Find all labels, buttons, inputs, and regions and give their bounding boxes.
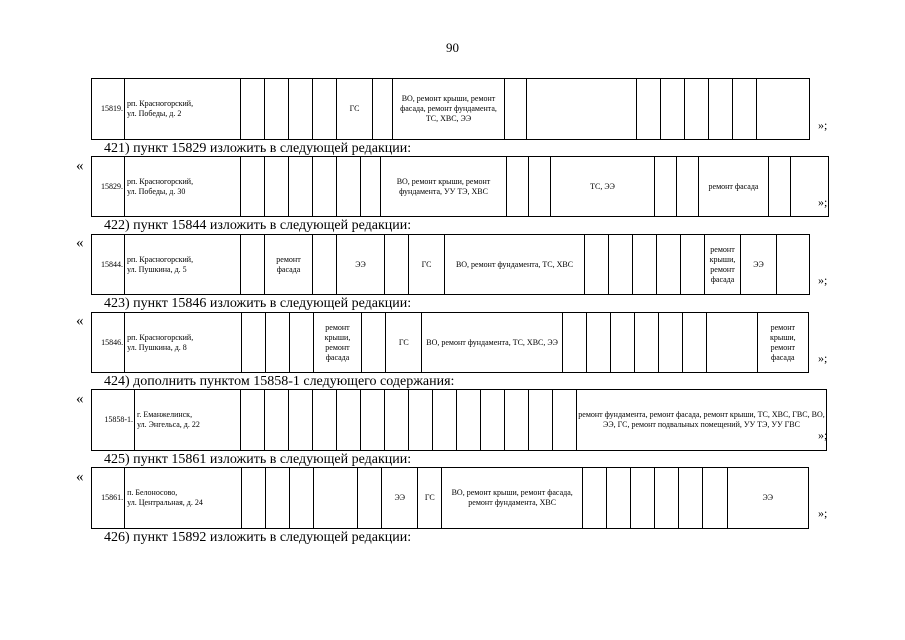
closing-quote: »; [818, 428, 828, 442]
address-cell: рп. Красногорский, ул. Пушкина, д. 8 [125, 313, 241, 373]
paragraph-426: 426) пункт 15892 изложить в следующей редакции: [104, 530, 412, 545]
ee-cell-2: ЭЭ [727, 468, 808, 529]
closing-quote: »; [818, 273, 828, 287]
table-row-15819 [91, 78, 810, 140]
facade-cell: ремонт фасада [265, 235, 313, 295]
table-row-15858-1 [91, 389, 827, 451]
table-row-15861 [91, 467, 809, 529]
paragraph-424: 424) дополнить пунктом 15858-1 следующего содержания: [104, 374, 455, 389]
opening-quote: « [76, 313, 84, 329]
opening-quote: « [76, 158, 84, 174]
row-number: 15829. [92, 157, 125, 217]
roof-facade-cell-2: ремонт крыши, ремонт фасада [757, 313, 808, 373]
gs-cell: ГС [386, 313, 422, 373]
paragraph-425: 425) пункт 15861 изложить в следующей редакции: [104, 452, 412, 467]
works-cell: ВО, ремонт фундамента, ТС, ХВС [445, 235, 585, 295]
row-number: 15858-1. [92, 390, 135, 451]
gs-cell: ГС [337, 79, 373, 140]
gs-cell: ГС [409, 235, 445, 295]
address-cell: рп. Красногорский, ул. Победы, д. 2 [125, 79, 241, 140]
table-row-15846 [91, 312, 809, 373]
roof-facade-cell: ремонт крыши, ремонт фасада [313, 313, 361, 373]
works-cell: ВО, ремонт крыши, ремонт фасада, ремонт фундамента, ТС, ХВС, ЭЭ [393, 79, 505, 140]
row-number: 15846. [92, 313, 125, 373]
works-cell: ремонт фундамента, ремонт фасада, ремонт крыши, ТС, ХВС, ГВС, ВО, ЭЭ, ГС, ремонт подвальных помещений, УУ ТЭ, УУ ГВС [577, 390, 827, 451]
facade-cell: ремонт фасада [699, 157, 769, 217]
table-row-15829 [91, 156, 829, 217]
closing-quote: »; [818, 195, 828, 209]
paragraph-423: 423) пункт 15846 изложить в следующей редакции: [104, 296, 412, 311]
ee-cell-2: ЭЭ [741, 235, 777, 295]
address-cell: рп. Красногорский, ул. Пушкина, д. 5 [125, 235, 241, 295]
address-cell: г. Еманжелинск, ул. Энгельса, д. 22 [135, 390, 241, 451]
row-number: 15819. [92, 79, 125, 140]
page-number: 90 [446, 40, 459, 55]
row-number: 15844. [92, 235, 125, 295]
works-cell: ВО, ремонт крыши, ремонт фундамента, УУ ТЭ, ХВС [381, 157, 507, 217]
closing-quote: »; [818, 118, 828, 132]
table-row-15844 [91, 234, 810, 295]
address-cell: п. Белоносово, ул. Центральная, д. 24 [125, 468, 241, 529]
paragraph-422: 422) пункт 15844 изложить в следующей редакции: [104, 218, 412, 233]
address-cell: рп. Красногорский, ул. Победы, д. 30 [125, 157, 241, 217]
paragraph-421: 421) пункт 15829 изложить в следующей редакции: [104, 141, 412, 156]
closing-quote: »; [818, 351, 828, 365]
gs-cell: ГС [418, 468, 442, 529]
roof-facade-cell: ремонт крыши, ремонт фасада [705, 235, 741, 295]
opening-quote: « [76, 235, 84, 251]
row-number: 15861. [92, 468, 125, 529]
closing-quote: »; [818, 506, 828, 520]
works-cell: ВО, ремонт фундамента, ТС, ХВС, ЭЭ [422, 313, 563, 373]
ts-cell: ТС, ЭЭ [551, 157, 655, 217]
works-cell: ВО, ремонт крыши, ремонт фасада, ремонт фундамента, ХВС [442, 468, 583, 529]
ee-cell: ЭЭ [337, 235, 385, 295]
opening-quote: « [76, 469, 84, 485]
opening-quote: « [76, 391, 84, 407]
ee-cell: ЭЭ [382, 468, 418, 529]
